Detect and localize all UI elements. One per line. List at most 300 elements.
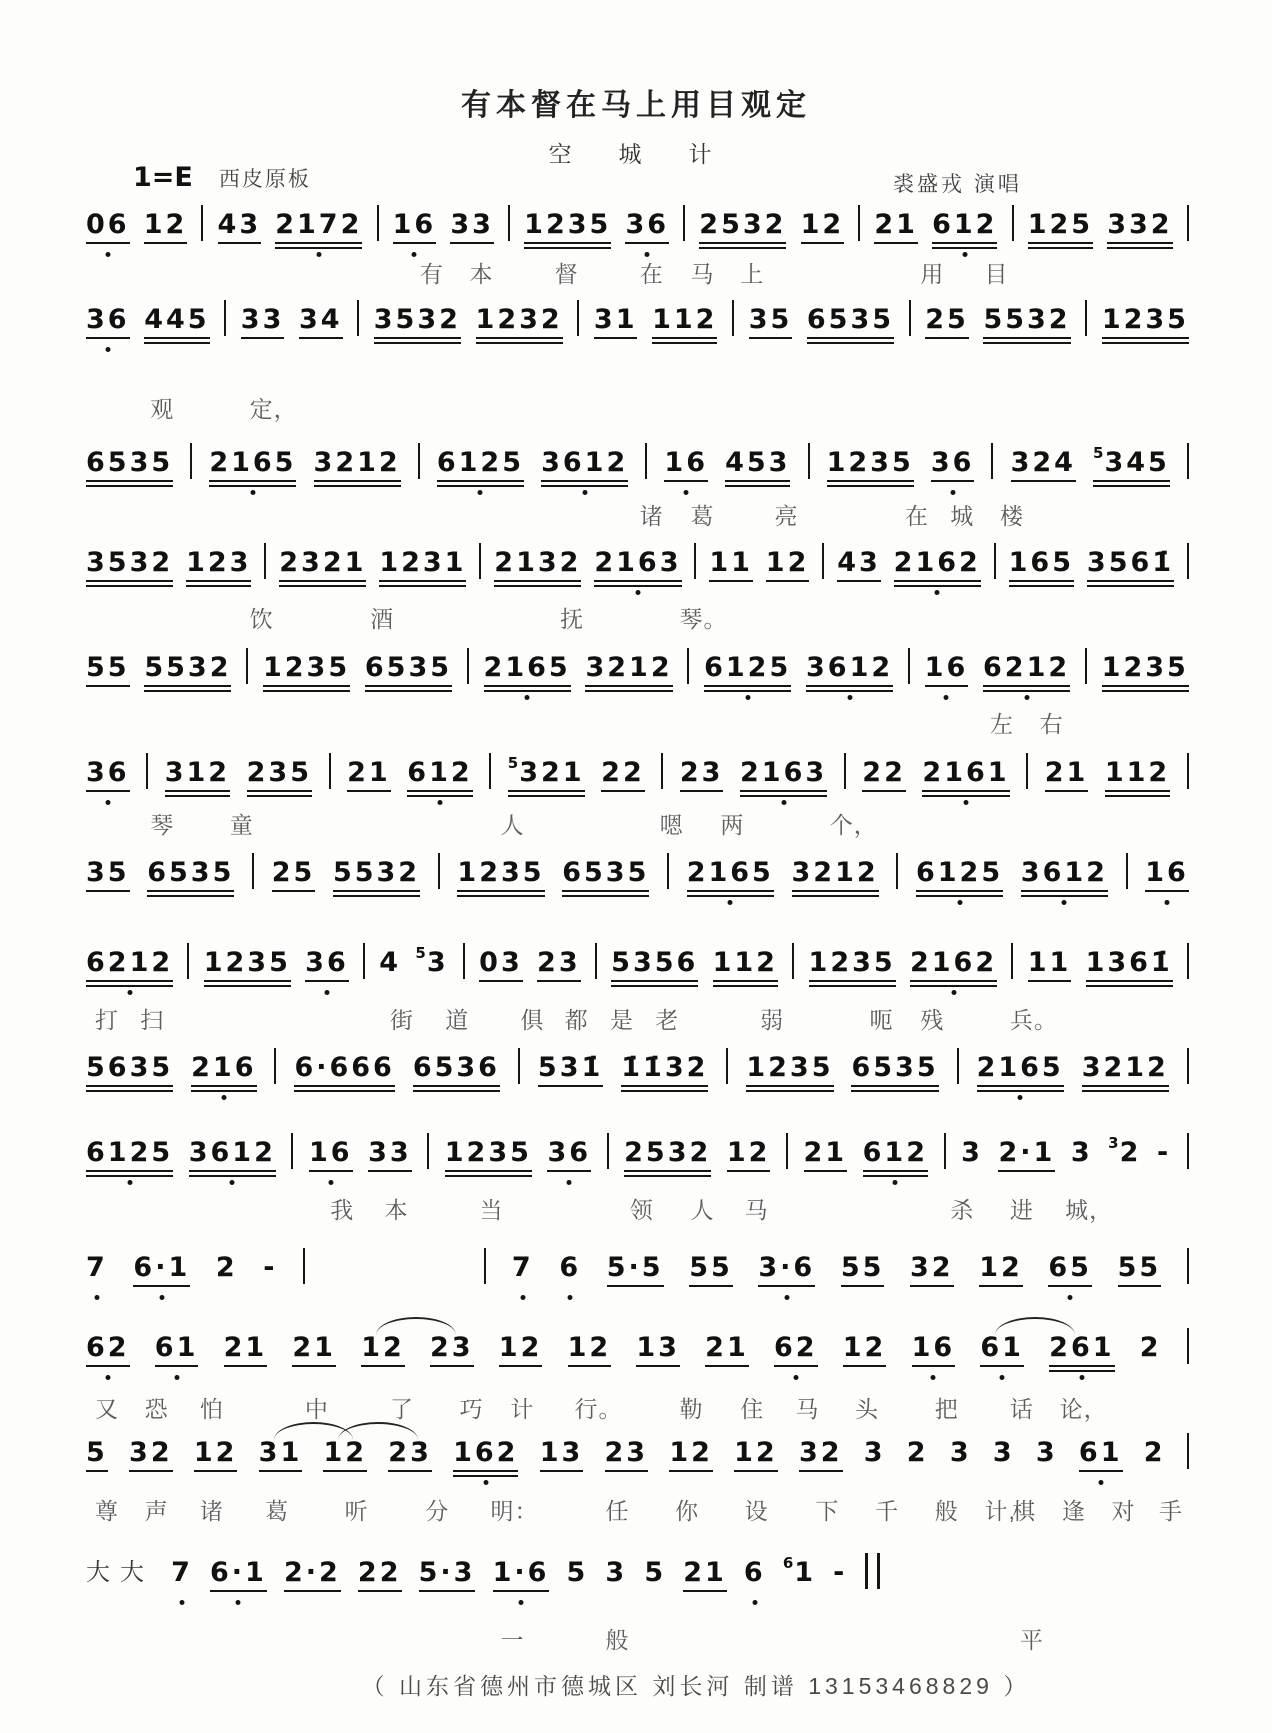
note-group: 7 bbox=[85, 1254, 109, 1286]
score-body bbox=[85, 0, 1190, 1733]
octave-dot bbox=[935, 590, 940, 595]
lyric-char: 棋 bbox=[1012, 1498, 1037, 1524]
lyric-char: 饮 bbox=[249, 606, 274, 632]
note-group: 2161 bbox=[921, 759, 1010, 791]
barline bbox=[1187, 753, 1189, 789]
octave-dot bbox=[1165, 900, 1170, 905]
octave-dot bbox=[105, 347, 110, 352]
barline bbox=[786, 1133, 788, 1169]
note-group: 112 bbox=[651, 306, 718, 338]
note-group: 35 bbox=[85, 859, 131, 891]
note-group: 36 bbox=[304, 949, 350, 981]
note-group: 5 bbox=[85, 1439, 109, 1471]
note-group: 32 bbox=[798, 1439, 844, 1471]
lyric-char: 马 bbox=[690, 261, 715, 287]
note-group: 1̇1̇32 bbox=[620, 1054, 709, 1086]
lyric-char: 马 bbox=[795, 1396, 820, 1422]
note-group: 06 bbox=[85, 211, 131, 243]
note-group: 1235 bbox=[523, 211, 612, 243]
note-group: - bbox=[263, 1251, 278, 1283]
octave-dot bbox=[236, 1600, 241, 1605]
lyric-char: 尊 bbox=[94, 1498, 119, 1524]
music-line-14 bbox=[85, 1553, 881, 1591]
lyric-char: 上 bbox=[740, 261, 765, 287]
note-group: 62 bbox=[773, 1334, 819, 1366]
note-group: 6535 bbox=[561, 859, 650, 891]
note-group: 25 bbox=[271, 859, 317, 891]
lyric-char: 进 bbox=[1009, 1197, 1034, 1223]
note-group: 7 bbox=[170, 1559, 194, 1591]
note-group: 3 bbox=[1070, 1136, 1093, 1168]
lyric-char: 定， bbox=[249, 396, 298, 422]
note-group: 332 bbox=[1106, 211, 1173, 243]
lyric-char: 城 bbox=[950, 503, 975, 529]
note-group: 16 bbox=[663, 449, 709, 481]
lyric-char: 设 bbox=[744, 1498, 769, 1524]
octave-dot bbox=[745, 695, 750, 700]
barline bbox=[1187, 543, 1189, 579]
performer-credit: 裘盛戎 演唱 bbox=[893, 173, 1022, 196]
barline bbox=[1187, 1328, 1189, 1364]
lyric-char: 是 bbox=[609, 1007, 634, 1033]
lyric-char: 弱 bbox=[760, 1007, 785, 1033]
barline bbox=[146, 753, 148, 789]
octave-dot bbox=[1018, 1095, 1023, 1100]
note-group: 3612 bbox=[188, 1139, 277, 1171]
note-group: 3212 bbox=[1081, 1054, 1170, 1086]
barline bbox=[957, 1048, 959, 1084]
octave-dot bbox=[931, 1375, 936, 1380]
octave-dot bbox=[159, 1295, 164, 1300]
octave-dot bbox=[180, 1600, 185, 1605]
note-group: 324 bbox=[1010, 449, 1077, 481]
note-group: 3612 bbox=[540, 449, 629, 481]
barline bbox=[418, 443, 420, 479]
note-group: 55 bbox=[85, 654, 131, 686]
lyric-char: 巧 bbox=[459, 1396, 484, 1422]
octave-dot bbox=[221, 1095, 226, 1100]
music-line-9 bbox=[85, 1048, 1190, 1086]
lyric-line-14 bbox=[85, 1622, 1190, 1652]
lyric-line-1 bbox=[85, 256, 1190, 286]
octave-dot bbox=[127, 990, 132, 995]
lyric-char: 两 bbox=[720, 812, 745, 838]
lyric-char: 一 bbox=[500, 1627, 525, 1653]
note-group: 2163 bbox=[593, 549, 682, 581]
note-group: 12 bbox=[143, 211, 189, 243]
barline bbox=[357, 300, 359, 336]
barline bbox=[808, 443, 810, 479]
barline bbox=[463, 943, 465, 979]
octave-dot bbox=[520, 1295, 525, 1300]
barline bbox=[577, 300, 579, 336]
note-group: 22 bbox=[600, 759, 646, 791]
grace-note: 6 bbox=[782, 1553, 794, 1572]
lyric-char: 督 bbox=[554, 261, 579, 287]
lyric-char: 目 bbox=[984, 261, 1009, 287]
note-group: 5635 bbox=[85, 1054, 174, 1086]
note-group: 13 bbox=[539, 1439, 585, 1471]
note-group: 1232 bbox=[475, 306, 564, 338]
lyric-char: 本 bbox=[469, 261, 494, 287]
barline bbox=[595, 943, 597, 979]
lyric-line-4 bbox=[85, 601, 1190, 631]
octave-dot bbox=[582, 490, 587, 495]
note-group: 3212 bbox=[584, 654, 673, 686]
lyric-char: 在 bbox=[904, 503, 929, 529]
barline bbox=[1085, 300, 1087, 336]
music-line-7 bbox=[85, 853, 1190, 891]
barline bbox=[683, 205, 685, 241]
lyric-char: 抚 bbox=[560, 606, 585, 632]
lyric-char: 呃 bbox=[869, 1007, 894, 1033]
note-group: 1231 bbox=[378, 549, 467, 581]
lyric-char: 住 bbox=[740, 1396, 765, 1422]
barline bbox=[274, 1048, 276, 1084]
music-line-6 bbox=[85, 753, 1190, 791]
lyric-char: 下 bbox=[815, 1498, 840, 1524]
inline-lyric: 大大 bbox=[86, 1558, 154, 1586]
note-group: 12 bbox=[978, 1254, 1024, 1286]
lyric-char: 马 bbox=[744, 1197, 769, 1223]
grace-note: 5 bbox=[1093, 443, 1104, 462]
note-group: 5532 bbox=[143, 654, 232, 686]
octave-dot bbox=[951, 990, 956, 995]
lyric-char: 对 bbox=[1111, 1498, 1136, 1524]
lyric-char: 逢 bbox=[1061, 1498, 1086, 1524]
barline bbox=[187, 943, 189, 979]
lyric-char: 兵。 bbox=[1009, 1007, 1058, 1033]
octave-dot bbox=[781, 800, 786, 805]
footer-credit: （ 山东省德州市德城区 刘长河 制谱 13153468829 ） bbox=[361, 1673, 1031, 1699]
barline bbox=[1187, 1433, 1189, 1469]
barline bbox=[1187, 1048, 1189, 1084]
lyric-char: 中 bbox=[304, 1396, 329, 1422]
note-group: 531̇ bbox=[537, 1054, 604, 1086]
note-group: 1235 bbox=[262, 654, 351, 686]
lyric-char: 诸 bbox=[199, 1498, 224, 1524]
opera-subtitle: 空 城 计 bbox=[548, 141, 724, 167]
barline bbox=[1085, 648, 1087, 684]
barline bbox=[1187, 1248, 1189, 1284]
note-group: 6535 bbox=[146, 859, 235, 891]
barline bbox=[607, 1133, 609, 1169]
note-group: 61 bbox=[979, 1334, 1025, 1366]
note-group: 2172 bbox=[274, 211, 363, 243]
note-group: 2165 bbox=[686, 859, 775, 891]
note-group: 03 bbox=[478, 949, 524, 981]
barline bbox=[438, 853, 440, 889]
note-group: 21 bbox=[873, 211, 919, 243]
octave-dot bbox=[518, 1600, 523, 1605]
lyric-char: 用 bbox=[920, 261, 945, 287]
octave-dot bbox=[784, 1295, 789, 1300]
barline bbox=[667, 853, 669, 889]
lyric-char: 人 bbox=[500, 812, 525, 838]
octave-dot bbox=[437, 800, 442, 805]
note-group: 6125 bbox=[915, 859, 1004, 891]
octave-dot bbox=[893, 1180, 898, 1185]
note-group: 55 bbox=[840, 1254, 886, 1286]
lyric-char: 扫 bbox=[140, 1007, 165, 1033]
note-group: 31 bbox=[258, 1439, 304, 1471]
lyric-char: 又 bbox=[94, 1396, 119, 1422]
note-group: 23 bbox=[387, 1439, 433, 1471]
note-group: 3 bbox=[605, 1556, 628, 1588]
barline bbox=[1187, 443, 1189, 479]
note-group: - bbox=[1156, 1136, 1172, 1168]
note-group: 55 bbox=[688, 1254, 734, 1286]
note-group: 6212 bbox=[85, 949, 174, 981]
note-group: 6536 bbox=[412, 1054, 501, 1086]
note-group: 3532 bbox=[85, 549, 174, 581]
note-group: 3532 bbox=[373, 306, 462, 338]
note-group: 3 bbox=[992, 1436, 1015, 1468]
lyric-char: 听 bbox=[344, 1498, 369, 1524]
note-group: 112 bbox=[712, 949, 779, 981]
note-group: 2·1 bbox=[997, 1139, 1056, 1171]
note-group: 2162 bbox=[893, 549, 982, 581]
note-group: 6125 bbox=[85, 1139, 174, 1171]
barline bbox=[329, 753, 331, 789]
lyric-char: 酒 bbox=[370, 606, 395, 632]
note-group: 12 bbox=[765, 549, 811, 581]
lyric-char: 般 bbox=[934, 1498, 959, 1524]
octave-dot bbox=[483, 1480, 488, 1485]
lyric-char: 你 bbox=[675, 1498, 700, 1524]
octave-dot bbox=[94, 1295, 99, 1300]
note-group: 2 bbox=[1143, 1436, 1166, 1468]
barline bbox=[291, 1133, 293, 1169]
lyric-char: 声 bbox=[144, 1498, 169, 1524]
note-group: 453 bbox=[724, 449, 791, 481]
note-group: 2132 bbox=[493, 549, 582, 581]
note-group: 6·666 bbox=[293, 1054, 395, 1086]
octave-dot bbox=[1062, 900, 1067, 905]
note-group: 35 bbox=[748, 306, 794, 338]
octave-dot bbox=[950, 490, 955, 495]
lyric-line-5 bbox=[85, 706, 1190, 736]
note-group: 3 bbox=[961, 1136, 983, 1168]
barline bbox=[991, 443, 993, 479]
note-group: 6125 bbox=[703, 654, 792, 686]
note-group: 16 bbox=[392, 211, 438, 243]
note-group: 216 bbox=[190, 1054, 257, 1086]
note-group: 21 bbox=[682, 1559, 728, 1591]
octave-dot bbox=[478, 490, 483, 495]
note-group: 12 bbox=[498, 1334, 544, 1366]
note-group: 612 bbox=[931, 211, 998, 243]
octave-dot bbox=[174, 1375, 179, 1380]
octave-dot bbox=[105, 800, 110, 805]
note-group: 61 bbox=[154, 1334, 200, 1366]
barline bbox=[822, 543, 824, 579]
note-group: 21 bbox=[291, 1334, 337, 1366]
barline bbox=[224, 300, 226, 336]
lyric-char: 人 bbox=[690, 1197, 715, 1223]
lyric-char: 亮 bbox=[774, 503, 799, 529]
note-group: 4 bbox=[379, 946, 402, 978]
note-group: 16 bbox=[911, 1334, 957, 1366]
music-line-1 bbox=[85, 205, 1190, 243]
note-group: 3·6 bbox=[757, 1254, 816, 1286]
final-barline bbox=[865, 1553, 880, 1589]
lyric-char: 手 bbox=[1159, 1498, 1184, 1524]
note-group: 36 bbox=[930, 449, 976, 481]
note-group: 312 bbox=[164, 759, 231, 791]
barline bbox=[427, 1133, 429, 1169]
music-line-2 bbox=[85, 300, 1190, 338]
note-group: 22 bbox=[357, 1559, 403, 1591]
barline bbox=[645, 443, 647, 479]
barline bbox=[264, 543, 266, 579]
note-group: 36 bbox=[546, 1139, 592, 1171]
note-group: 125 bbox=[1027, 211, 1094, 243]
lyric-char: 计 bbox=[510, 1396, 535, 1422]
octave-dot bbox=[635, 590, 640, 595]
lyric-line-3 bbox=[85, 498, 1190, 528]
note-group: - bbox=[833, 1556, 848, 1588]
lyric-char: 明： bbox=[490, 1498, 539, 1524]
note-group: 3212 bbox=[791, 859, 880, 891]
note-group: 22 bbox=[861, 759, 907, 791]
barline bbox=[252, 853, 254, 889]
note-group: 23 bbox=[679, 759, 725, 791]
note-group: 3612 bbox=[805, 654, 894, 686]
note-group: 12 bbox=[360, 1334, 406, 1366]
note-group: 25 bbox=[924, 306, 970, 338]
lyric-char: 计, bbox=[984, 1498, 1016, 1524]
note-group: 21 bbox=[803, 1139, 849, 1171]
lyric-char: 诸 bbox=[639, 503, 664, 529]
lyric-char: 葛 bbox=[690, 503, 715, 529]
octave-dot bbox=[752, 1600, 757, 1605]
note-group: 12 bbox=[668, 1439, 714, 1471]
note-group: 36 bbox=[624, 211, 670, 243]
note-group: 445 bbox=[143, 306, 210, 338]
note-group: 5 bbox=[644, 1556, 667, 1588]
lyric-char: 本 bbox=[384, 1197, 409, 1223]
music-line-12 bbox=[85, 1328, 1190, 1366]
barline bbox=[844, 753, 846, 789]
lyric-char: 般 bbox=[605, 1627, 630, 1653]
lyric-char: 观 bbox=[150, 396, 175, 422]
note-group: 7 bbox=[511, 1254, 535, 1286]
barline bbox=[858, 205, 860, 241]
barline bbox=[994, 543, 996, 579]
note-group: 36 bbox=[85, 759, 131, 791]
note-group: 2321 bbox=[278, 549, 367, 581]
lyric-line-2 bbox=[85, 391, 1190, 421]
key-signature: 1=E bbox=[133, 162, 193, 193]
lyric-char: 嗯 bbox=[659, 812, 684, 838]
lyric-char: 老 bbox=[655, 1007, 680, 1033]
note-group: 2163 bbox=[739, 759, 828, 791]
lyric-char: 当 bbox=[479, 1197, 504, 1223]
note-group: 1235 bbox=[808, 949, 897, 981]
octave-dot bbox=[964, 800, 969, 805]
barline bbox=[661, 753, 663, 789]
barline bbox=[303, 1248, 305, 1284]
note-group: 235 bbox=[246, 759, 313, 791]
octave-dot bbox=[250, 490, 255, 495]
lyric-char: 道 bbox=[445, 1007, 470, 1033]
music-line-5 bbox=[85, 648, 1190, 686]
note-group: 3612 bbox=[1020, 859, 1109, 891]
note-group: 33 bbox=[367, 1139, 413, 1171]
note-group: $^5$3 bbox=[415, 943, 449, 978]
grace-note: 3 bbox=[1108, 1133, 1119, 1152]
note-group: 123 bbox=[185, 549, 252, 581]
note-group: 12 bbox=[842, 1334, 888, 1366]
barline bbox=[908, 648, 910, 684]
note-group: $^5$321 bbox=[507, 759, 586, 791]
note-group: 43 bbox=[836, 549, 882, 581]
note-group: 3561̇ bbox=[1086, 549, 1175, 581]
note-group: 1235 bbox=[1101, 654, 1190, 686]
barline bbox=[944, 1133, 946, 1169]
lyric-char: 恐 bbox=[144, 1396, 169, 1422]
note-group: 5 bbox=[566, 1556, 589, 1588]
lyric-char: 怕 bbox=[199, 1396, 224, 1422]
note-group: 2165 bbox=[208, 449, 297, 481]
lyric-char: 琴 bbox=[150, 812, 175, 838]
note-group: 33 bbox=[240, 306, 286, 338]
note-group: 1235 bbox=[745, 1054, 834, 1086]
barline bbox=[1187, 205, 1189, 241]
lyric-char: 平 bbox=[1019, 1627, 1044, 1653]
lyric-char: 打 bbox=[94, 1007, 119, 1033]
note-group: 12 bbox=[726, 1139, 772, 1171]
lyric-char: 杀 bbox=[950, 1197, 975, 1223]
note-group: 33 bbox=[449, 211, 495, 243]
note-group: 2 bbox=[906, 1436, 929, 1468]
barline bbox=[1011, 943, 1013, 979]
octave-dot bbox=[1068, 1295, 1073, 1300]
note-group: 12 bbox=[800, 211, 846, 243]
barline bbox=[694, 543, 696, 579]
lyric-char: 童 bbox=[229, 812, 254, 838]
note-group: 43 bbox=[217, 211, 263, 243]
note-group: 23 bbox=[604, 1439, 650, 1471]
octave-dot bbox=[127, 1180, 132, 1185]
note-group: 12 bbox=[193, 1439, 239, 1471]
note-group: 6 bbox=[743, 1559, 767, 1591]
barline bbox=[489, 753, 491, 789]
barline bbox=[246, 648, 248, 684]
barline bbox=[896, 853, 898, 889]
lyric-char: 左 bbox=[989, 711, 1014, 737]
barline bbox=[363, 943, 365, 979]
note-group: 36 bbox=[85, 306, 131, 338]
note-group: 3 bbox=[863, 1436, 886, 1468]
lyric-char: 右 bbox=[1039, 711, 1064, 737]
note-group: 2·2 bbox=[283, 1559, 342, 1591]
lyric-char: 葛 bbox=[265, 1498, 290, 1524]
lyric-line-13 bbox=[85, 1493, 1190, 1523]
lyric-char: 我 bbox=[330, 1197, 355, 1223]
note-group: 2532 bbox=[623, 1139, 712, 1171]
grace-note: 5 bbox=[507, 753, 519, 772]
barline bbox=[201, 205, 203, 241]
note-group: 23 bbox=[536, 949, 582, 981]
lyric-char: 在 bbox=[639, 261, 664, 287]
music-line-3 bbox=[85, 443, 1190, 481]
music-line-10 bbox=[85, 1133, 1190, 1171]
octave-dot bbox=[105, 1375, 110, 1380]
note-group: 612 bbox=[406, 759, 473, 791]
note-group: 2532 bbox=[698, 211, 787, 243]
